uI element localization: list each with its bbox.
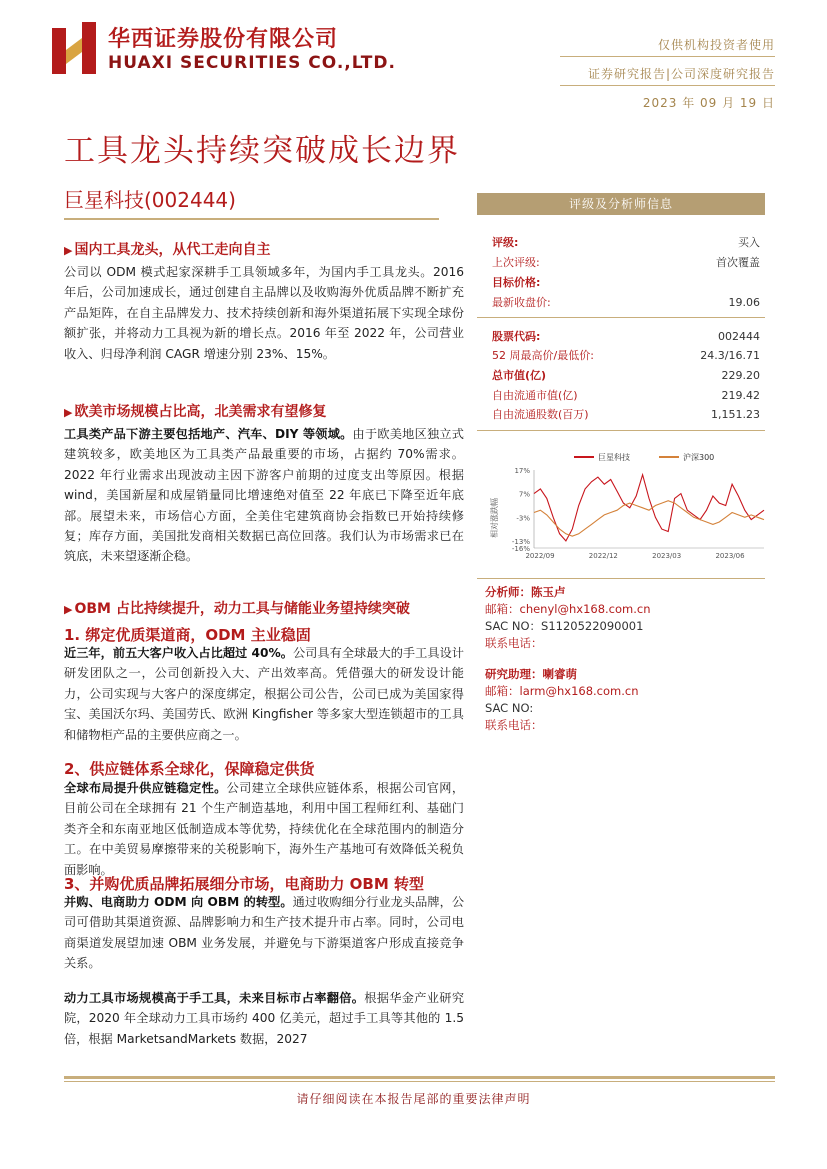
section-heading: ▶ OBM 占比持续提升，动力工具与储能业务望持续突破 xyxy=(64,601,410,617)
section-paragraph: 公司以 ODM 模式起家深耕手工具领域多年，为国内手工具龙头。2016 年后，公司加速成长，通过创建自主品牌以及收购海外优质品牌不断扩充产品矩阵，在自主品牌发力、技术持续创新和海外渠道拓展下实现全球份额扩张，并将动力工具视为新的增长点。2016 年至 2022 年，公司营业收入、归母净利润 CAGR 增速分别 23%、15%。 xyxy=(64,265,464,361)
series-line xyxy=(534,475,764,541)
price-range-row: 52 周最高价/最低价: 24.3/16.71 xyxy=(492,349,760,362)
stock-code-row: 股票代码: 002444 xyxy=(492,330,760,343)
huaxi-logo-icon xyxy=(52,22,98,74)
y-tick-label: -13% xyxy=(511,537,530,546)
section-heading: ▶ 欧美市场规模占比高，北美需求有望修复 xyxy=(64,404,327,420)
float-cap-row: 自由流通市值(亿) 219.42 xyxy=(492,389,760,402)
logo-company-en: HUAXI SECURITIES CO.,LTD. xyxy=(108,53,396,73)
footer-divider xyxy=(64,1081,775,1082)
chart-y-label: 相对涨跌幅 xyxy=(490,498,499,538)
triangle-icon: ▶ xyxy=(64,406,73,419)
section-paragraph: 动力工具市场规模高于手工具，未来目标市占率翻倍。根据华金产业研究院，2020 年全球动力工具市场约 400 亿美元，超过手工具等其他的 1.5 倍，根据 MarketsandMarkets 数据，2027 xyxy=(64,991,465,1046)
sub-heading: 2、供应链体系全球化，保障稳定供货 xyxy=(64,760,315,778)
header-divider xyxy=(560,85,775,86)
triangle-icon: ▶ xyxy=(64,603,73,616)
y-tick-label: 17% xyxy=(514,467,530,475)
section-paragraph: 工具类产品下游主要包括地产、汽车、DIY 等领域。由于欧美地区独立式建筑较多，欧美地区为工具类产品最重要的市场，占据约 70%需求。2022 年行业需求出现波动主因下游客户前期的过度支出等原因。根据 wind，美国新屋和成屋销量同比增速绝对值至 22 年底已下降至近年底部。展望未来，市场信心方面，全美住宅建筑商协会指数已开始持续修复；库存方面，美国批发商相关数据已高位回落。我们认为市场需求已在筑底，未来望逐渐企稳。 xyxy=(64,427,464,564)
legend-label: 巨星科技 xyxy=(598,453,630,462)
analyst-phone: 联系电话： xyxy=(485,636,543,650)
report-title: 工具龙头持续突破成长边界 xyxy=(64,133,460,169)
sub-heading: 1. 绑定优质渠道商，ODM 主业稳固 xyxy=(64,626,311,644)
panel-divider xyxy=(477,578,765,579)
analyst-sac: SAC NO：S1120522090001 xyxy=(485,619,644,633)
report-date: 2023 年 09 月 19 日 xyxy=(642,96,775,110)
chart-x-axis xyxy=(525,552,745,560)
x-tick-label: 2022/09 xyxy=(525,552,555,560)
y-tick-label: -16% xyxy=(511,545,530,553)
analyst-name: 分析师：陈玉卢 xyxy=(485,585,566,599)
relative-performance-chart xyxy=(484,448,770,568)
section-paragraph: 近三年，前五大客户收入占比超过 40%。公司具有全球最大的手工具设计研发团队之一，公司创新投入大、产出效率高。凭借强大的研发设计能力，公司实现与大客户的深度绑定，根据公司公告，公司已成为美国家得宝、美国沃尔玛、美国劳氏、欧洲 Kingfisher 等多家大型连锁超市的工具和储物柜产品的主要供应商之一。 xyxy=(64,646,464,742)
section-paragraph: 并购、电商助力 ODM 向 OBM 的转型。通过收购细分行业龙头品牌，公司可借助其渠道资源、品牌影响力和生产技术提升市占率。同时，公司电商渠道发展望加速 OBM 业务发展，并避免与下游渠道客户形成直接竞争关系。 xyxy=(64,895,465,971)
logo-company-cn: 华西证券股份有限公司 xyxy=(108,27,339,52)
panel-header: 评级及分析师信息 xyxy=(477,193,765,215)
sub-heading: 3、并购优质品牌拓展细分市场，电商助力 OBM 转型 xyxy=(64,875,424,893)
close-price-row: 最新收盘价: 19.06 xyxy=(492,296,760,309)
header-divider xyxy=(560,56,775,57)
paragraph-lead: 动力工具市场规模高于手工具，未来目标市占率翻倍。 xyxy=(64,991,365,1005)
paragraph-lead: 并购、电商助力 ODM 向 OBM 的转型。 xyxy=(64,895,293,909)
paragraph-lead: 近三年，前五大客户收入占比超过 40%。 xyxy=(64,646,293,660)
paragraph-lead: 全球布局提升供应链稳定性。 xyxy=(64,781,227,795)
footer-divider xyxy=(64,1076,775,1079)
panel-divider xyxy=(477,430,765,431)
company-name: 巨星科技(002444) xyxy=(64,188,236,212)
chart-y-axis xyxy=(512,467,764,553)
market-cap-row: 总市值(亿) 229.20 xyxy=(492,369,760,382)
audience-note: 仅供机构投资者使用 xyxy=(657,38,775,52)
assistant-email[interactable]: 邮箱：larm@hx168.com.cn xyxy=(485,684,639,698)
rating-row: 评级: 买入 xyxy=(492,236,760,249)
legend-label: 沪深300 xyxy=(683,453,715,462)
assistant-sac: SAC NO: xyxy=(485,701,534,715)
section-paragraph: 全球布局提升供应链稳定性。公司建立全球供应链体系，根据公司官网，目前公司在全球拥有 21 个生产制造基地，利用中国工程师红利、基础门类齐全和东南亚地区低制造成本等优势，持续优化在全球范围内的制造分工。在中美贸易摩擦带来的关税影响下，海外生产基地可有效降低关税负面影响。 xyxy=(64,781,465,877)
prev-rating-row: 上次评级: 首次覆盖 xyxy=(492,256,760,269)
series-line xyxy=(534,501,764,537)
legal-notice: 请仔细阅读在本报告尾部的重要法律声明 xyxy=(296,1092,531,1106)
x-tick-label: 2023/03 xyxy=(652,552,682,560)
chart-legend xyxy=(574,452,714,462)
analyst-email[interactable]: 邮箱：chenyl@hx168.com.cn xyxy=(485,602,651,616)
x-tick-label: 2023/06 xyxy=(715,552,745,560)
y-tick-label: 7% xyxy=(518,490,530,499)
paragraph-lead: 工具类产品下游主要包括地产、汽车、DIY 等领域。 xyxy=(64,427,353,441)
triangle-icon: ▶ xyxy=(64,244,73,257)
title-divider xyxy=(64,218,439,220)
target-price-row: 目标价格: xyxy=(492,276,541,289)
assistant-name: 研究助理：喇睿萌 xyxy=(485,667,577,681)
y-tick-label: -3% xyxy=(516,514,530,523)
section-heading: ▶ 国内工具龙头，从代工走向自主 xyxy=(64,242,271,258)
x-tick-label: 2022/12 xyxy=(588,552,618,560)
float-shares-row: 自由流通股数(百万) 1,151.23 xyxy=(492,408,760,421)
panel-divider xyxy=(477,317,765,318)
report-type: 证券研究报告|公司深度研究报告 xyxy=(587,67,775,81)
chart-lines xyxy=(534,475,764,541)
assistant-phone: 联系电话： xyxy=(485,718,543,732)
